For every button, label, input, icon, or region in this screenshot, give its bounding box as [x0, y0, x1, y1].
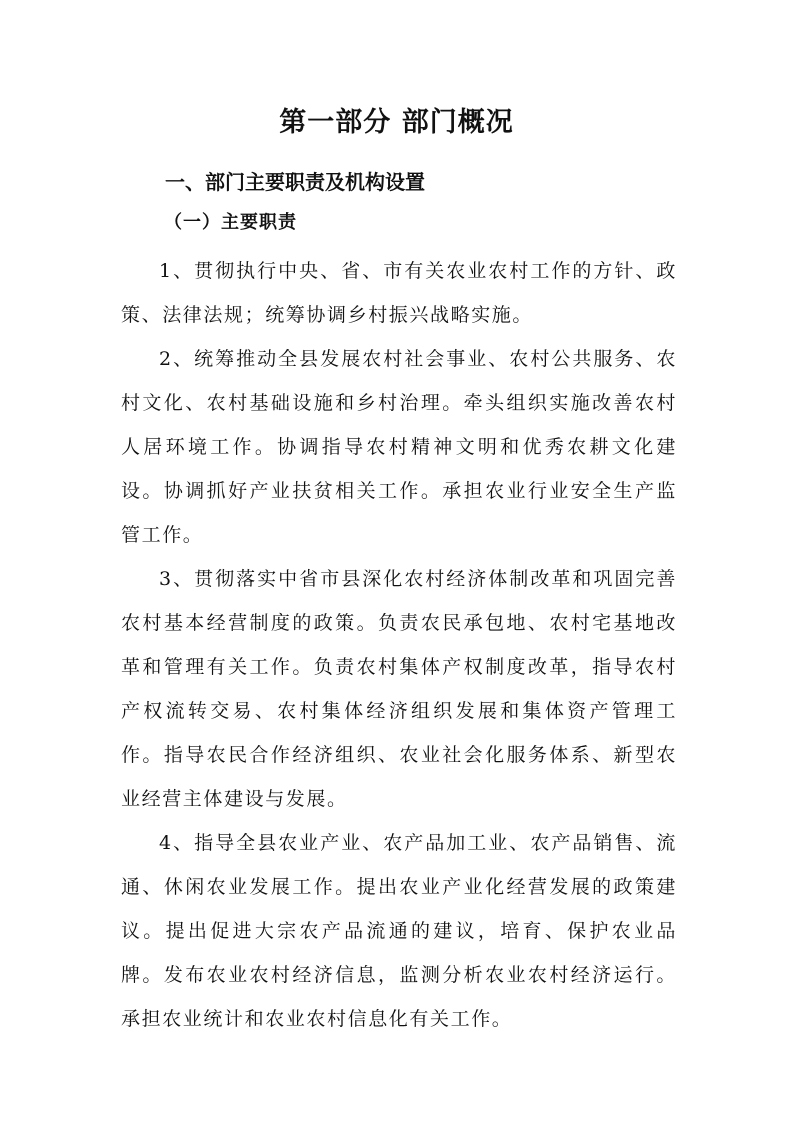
paragraph-duty-4: 4、指导全县农业产业、农产品加工业、农产品销售、流通、休闲农业发展工作。提出农业产业化经营发展的政策建议。提出促进大宗农产品流通的建议，培育、保护农业品牌。发布农业农村经济信息，监测分析农业农村经济运行。承担农业统计和农业农村信息化有关工作。 — [121, 832, 677, 1030]
paragraph-duty-2: 2、统筹推动全县发展农村社会事业、农村公共服务、农村文化、农村基础设施和乡村治理。牵头组织实施改善农村人居环境工作。协调指导农村精神文明和优秀农耕文化建设。协调抓好产业扶贫相关工作。承担农业行业安全生产监管工作。 — [121, 348, 677, 546]
paragraph-duty-3: 3、贯彻落实中省市县深化农村经济体制改革和巩固完善农村基本经营制度的政策。负责农民承包地、农村宅基地改革和管理有关工作。负责农村集体产权制度改革，指导农村产权流转交易、农村集体经济组织发展和集体资产管理工作。指导农民合作经济组织、农业社会化服务体系、新型农业经营主体建设与发展。 — [121, 568, 677, 810]
section-heading: 一、部门主要职责及机构设置 — [165, 170, 425, 194]
paragraph-duty-1: 1、贯彻执行中央、省、市有关农业农村工作的方针、政策、法律法规；统筹协调乡村振兴战略实施。 — [121, 260, 677, 326]
document-body — [121, 249, 677, 1041]
page-title: 第一部分 部门概况 — [279, 107, 514, 138]
subsection-heading: （一）主要职责 — [164, 212, 297, 233]
